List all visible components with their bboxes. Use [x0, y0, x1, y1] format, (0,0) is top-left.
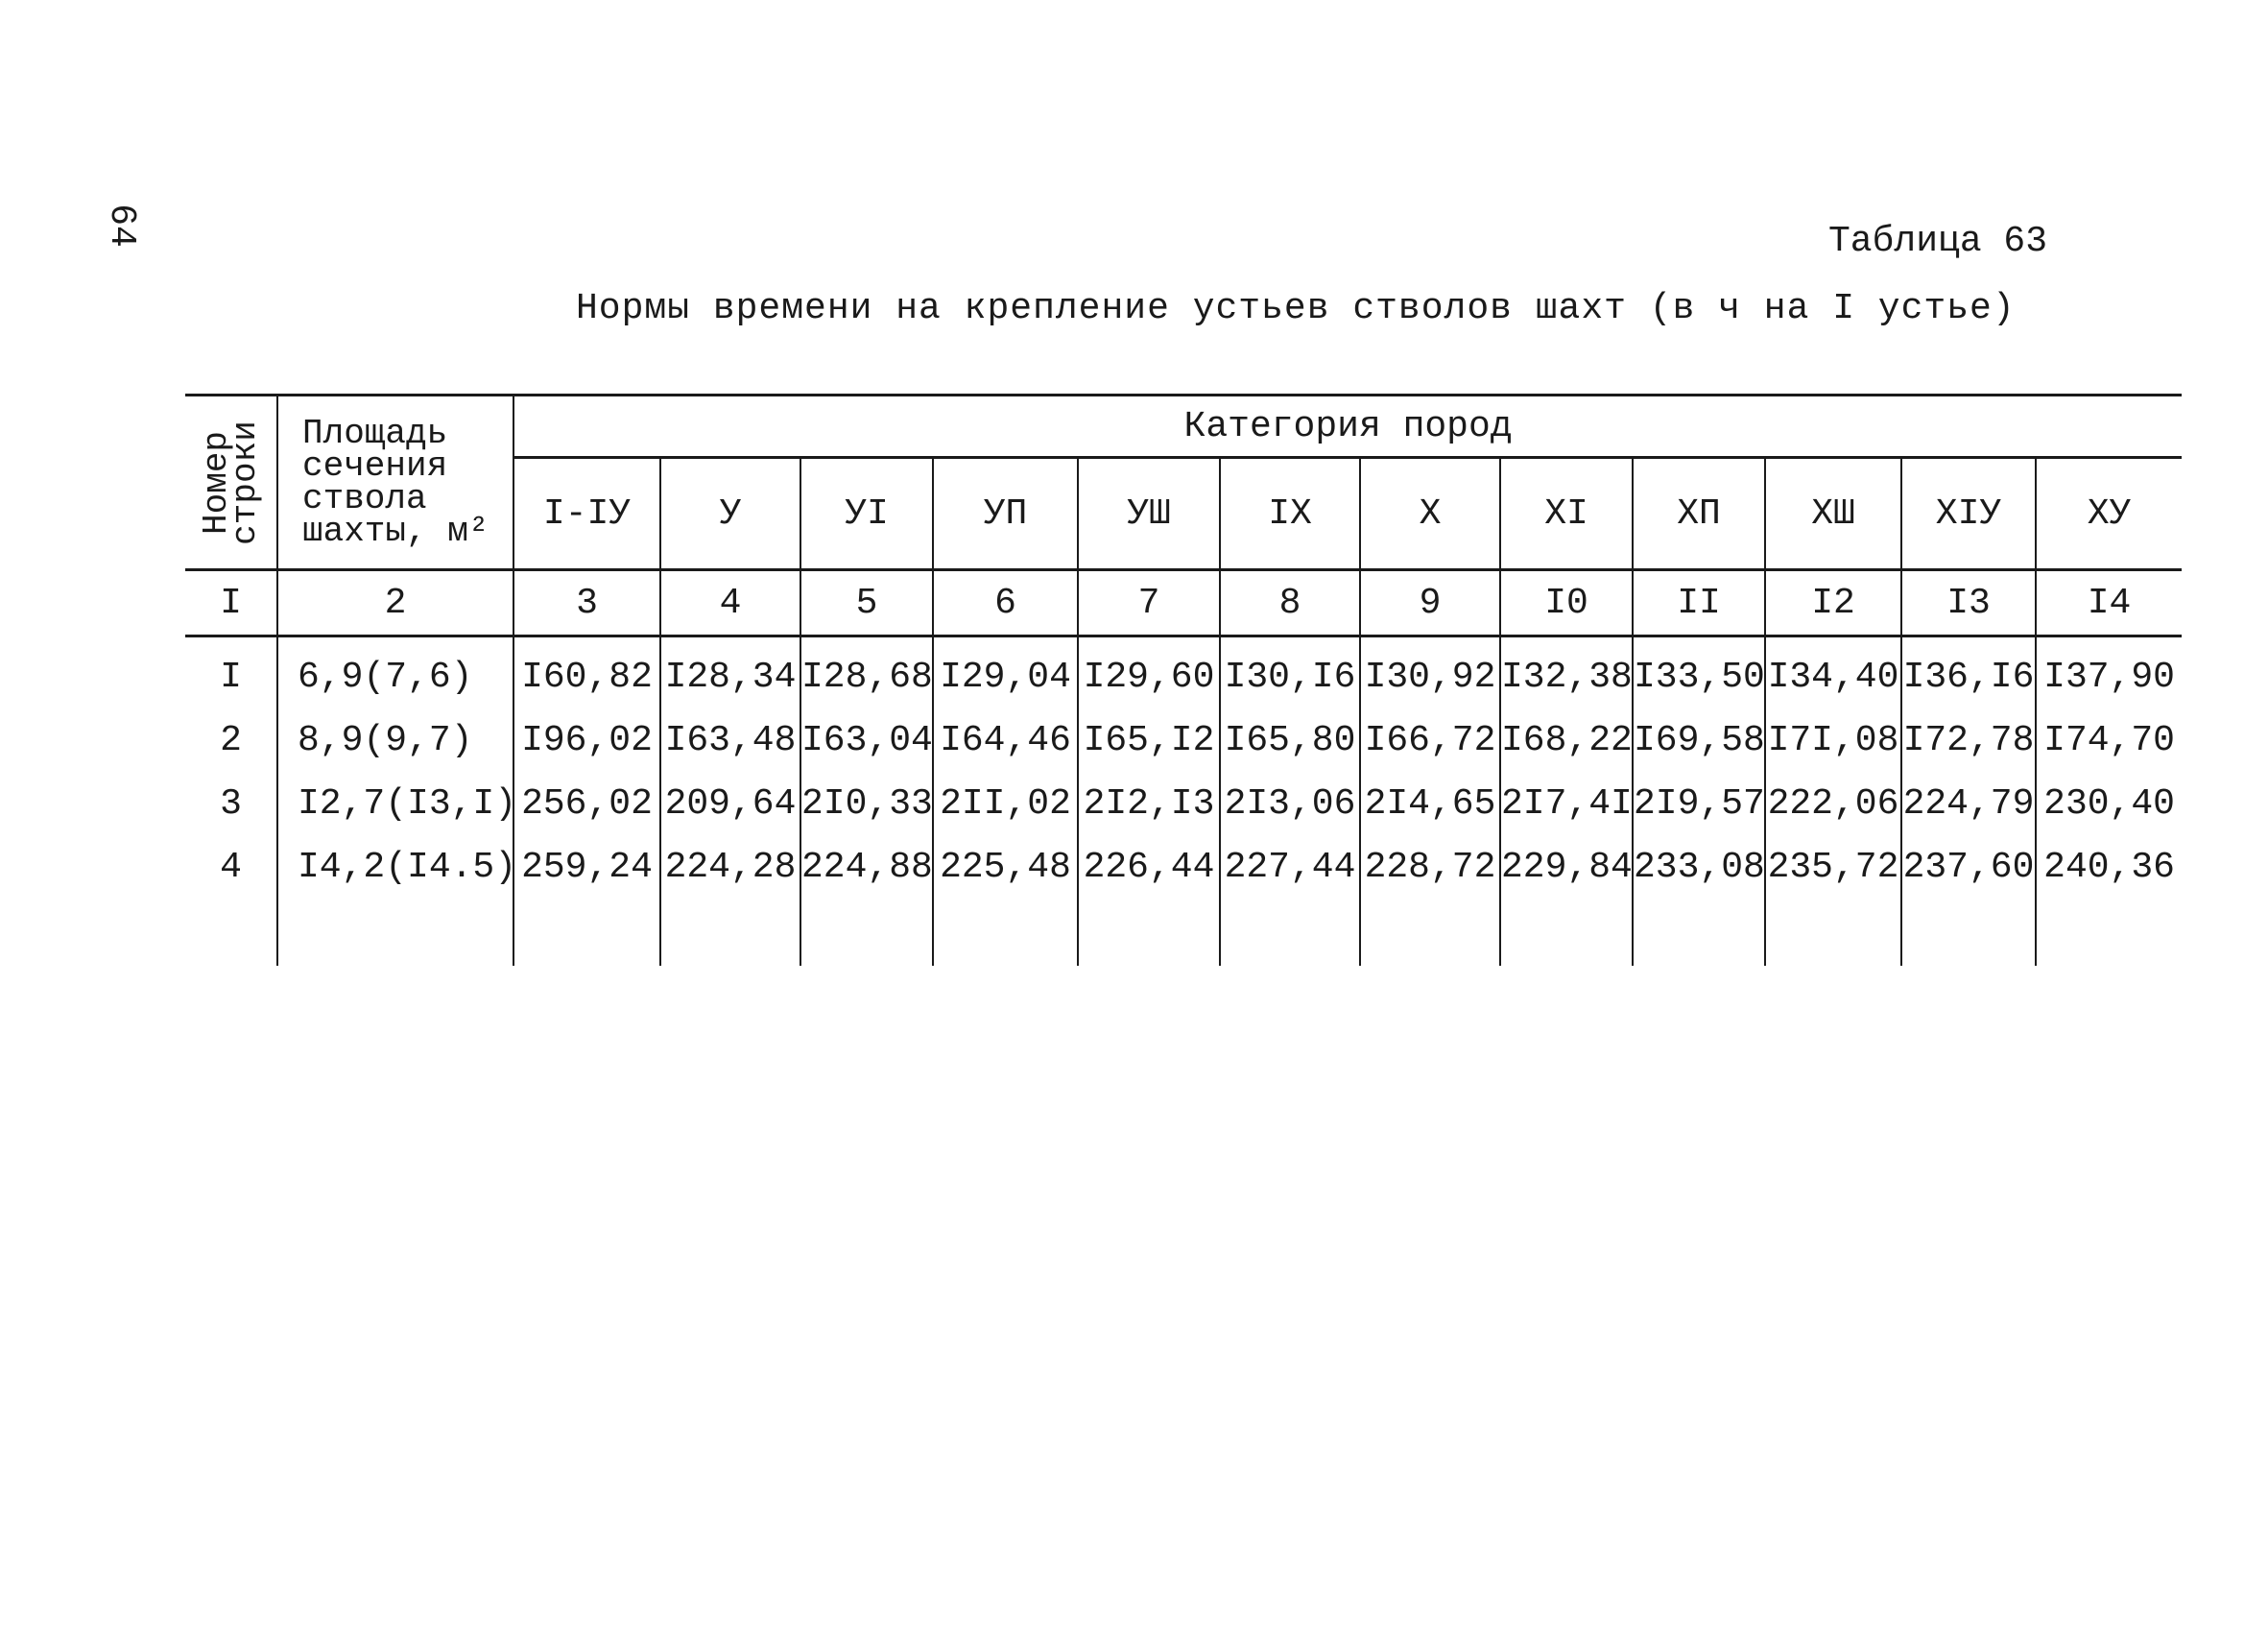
document-title: Нормы времени на крепление устьев стволов шахт (в ч на I устье)	[576, 288, 2016, 329]
line-number-header	[185, 396, 277, 570]
time-norm-cell: 228,72	[1360, 835, 1500, 899]
column-number-13: I3	[1901, 570, 2036, 636]
column-number-9: 9	[1360, 570, 1500, 636]
time-norm-cell: 233,08	[1633, 835, 1765, 899]
time-norm-cell: I63,04	[800, 708, 933, 772]
rock-category-8: XI	[1500, 458, 1633, 570]
line-number-cell: 2	[185, 708, 277, 772]
column-number-1: I	[185, 570, 277, 636]
table-row	[185, 708, 2182, 772]
time-norm-cell: I63,48	[660, 708, 800, 772]
time-norm-cell: I29,04	[933, 636, 1078, 709]
time-norm-cell: 235,72	[1765, 835, 1901, 899]
time-norm-cell: 2I2,I3	[1078, 772, 1220, 835]
area-cell: 6,9(7,6)	[277, 636, 513, 709]
empty-cell	[800, 899, 933, 966]
empty-cell	[1360, 899, 1500, 966]
rock-category-header: Категория пород	[513, 396, 2182, 458]
empty-cell	[1220, 899, 1360, 966]
table-row	[185, 772, 2182, 835]
rock-category-1: I-IУ	[513, 458, 660, 570]
time-norm-cell: I69,58	[1633, 708, 1765, 772]
rock-category-3: УI	[800, 458, 933, 570]
time-norm-cell: I33,50	[1633, 636, 1765, 709]
column-number-11: II	[1633, 570, 1765, 636]
time-norm-cell: I34,40	[1765, 636, 1901, 709]
empty-cell	[1078, 899, 1220, 966]
empty-cell	[513, 899, 660, 966]
column-number-12: I2	[1765, 570, 1901, 636]
empty-cell	[2036, 899, 2182, 966]
rock-category-2: У	[660, 458, 800, 570]
area-cell: I2,7(I3,I)	[277, 772, 513, 835]
column-number-4: 4	[660, 570, 800, 636]
time-norm-cell: I66,72	[1360, 708, 1500, 772]
rock-category-4: УП	[933, 458, 1078, 570]
column-number-3: 3	[513, 570, 660, 636]
column-number-2: 2	[277, 570, 513, 636]
column-number-7: 7	[1078, 570, 1220, 636]
time-norm-cell: 229,84	[1500, 835, 1633, 899]
empty-cell	[660, 899, 800, 966]
column-number-6: 6	[933, 570, 1078, 636]
time-norm-cell: 224,28	[660, 835, 800, 899]
time-norm-cell: I28,68	[800, 636, 933, 709]
time-norm-cell: I30,92	[1360, 636, 1500, 709]
time-norm-cell: I28,34	[660, 636, 800, 709]
column-number-5: 5	[800, 570, 933, 636]
time-norm-cell: I65,I2	[1078, 708, 1220, 772]
column-number-10: I0	[1500, 570, 1633, 636]
line-number-cell: 3	[185, 772, 277, 835]
rock-category-10: XШ	[1765, 458, 1901, 570]
time-norm-cell: 224,88	[800, 835, 933, 899]
time-norm-cell: 224,79	[1901, 772, 2036, 835]
empty-cell	[277, 899, 513, 966]
time-norm-cell: 2I9,57	[1633, 772, 1765, 835]
time-norm-cell: I36,I6	[1901, 636, 2036, 709]
rock-category-9: XП	[1633, 458, 1765, 570]
time-norm-cell: 240,36	[2043, 846, 2175, 888]
time-norm-cell: 256,02	[513, 772, 660, 835]
rock-category-7: X	[1360, 458, 1500, 570]
time-norm-cell: I68,22	[1500, 708, 1633, 772]
time-norm-cell: I65,80	[1220, 708, 1360, 772]
line-number-header-label: Номер строки	[196, 420, 265, 545]
time-norm-cell: 209,64	[660, 772, 800, 835]
time-norm-cell: I30,I6	[1220, 636, 1360, 709]
time-norm-cell: 2I7,4I	[1500, 772, 1633, 835]
empty-cell	[1633, 899, 1765, 966]
line-number-cell: I	[185, 636, 277, 709]
page-number: 64	[101, 204, 142, 248]
time-norm-cell: 2I3,06	[1220, 772, 1360, 835]
time-norm-cell: 2I0,33	[800, 772, 933, 835]
empty-cell	[933, 899, 1078, 966]
time-norm-cell: 222,06	[1765, 772, 1901, 835]
time-norm-cell: 259,24	[513, 835, 660, 899]
table-label: Таблица 63	[1828, 221, 2048, 262]
area-header: Площадь сечения ствола шахты, м²	[277, 396, 513, 570]
time-norm-cell: I7I,08	[1765, 708, 1901, 772]
norms-table	[185, 394, 2182, 966]
time-norm-cell: 230,40	[2043, 782, 2175, 825]
time-norm-cell: I37,90	[2043, 656, 2175, 698]
time-norm-cell: 227,44	[1220, 835, 1360, 899]
time-norm-cell: 226,44	[1078, 835, 1220, 899]
rock-category-6: IX	[1220, 458, 1360, 570]
time-norm-cell: I32,38	[1500, 636, 1633, 709]
rock-category-12: XУ	[2036, 458, 2182, 570]
table-row	[185, 636, 2182, 709]
column-number-14: I4	[2036, 570, 2182, 636]
time-norm-cell: I60,82	[513, 636, 660, 709]
time-norm-cell: I96,02	[513, 708, 660, 772]
time-norm-cell: I64,46	[933, 708, 1078, 772]
line-number-cell: 4	[185, 835, 277, 899]
area-cell: I4,2(I4.5)	[277, 835, 513, 899]
time-norm-cell: 237,60	[1901, 835, 2036, 899]
empty-cell	[1765, 899, 1901, 966]
area-cell: 8,9(9,7)	[277, 708, 513, 772]
time-norm-cell: I72,78	[1901, 708, 2036, 772]
table-row	[185, 835, 2182, 899]
time-norm-cell: I74,70	[2043, 719, 2175, 761]
column-number-8: 8	[1220, 570, 1360, 636]
time-norm-cell: 2I4,65	[1360, 772, 1500, 835]
rock-category-11: XIУ	[1901, 458, 2036, 570]
empty-cell	[185, 899, 277, 966]
empty-cell	[1500, 899, 1633, 966]
time-norm-cell: 225,48	[933, 835, 1078, 899]
rock-category-5: УШ	[1078, 458, 1220, 570]
time-norm-cell: 2II,02	[933, 772, 1078, 835]
empty-cell	[1901, 899, 2036, 966]
time-norm-cell: I29,60	[1078, 636, 1220, 709]
